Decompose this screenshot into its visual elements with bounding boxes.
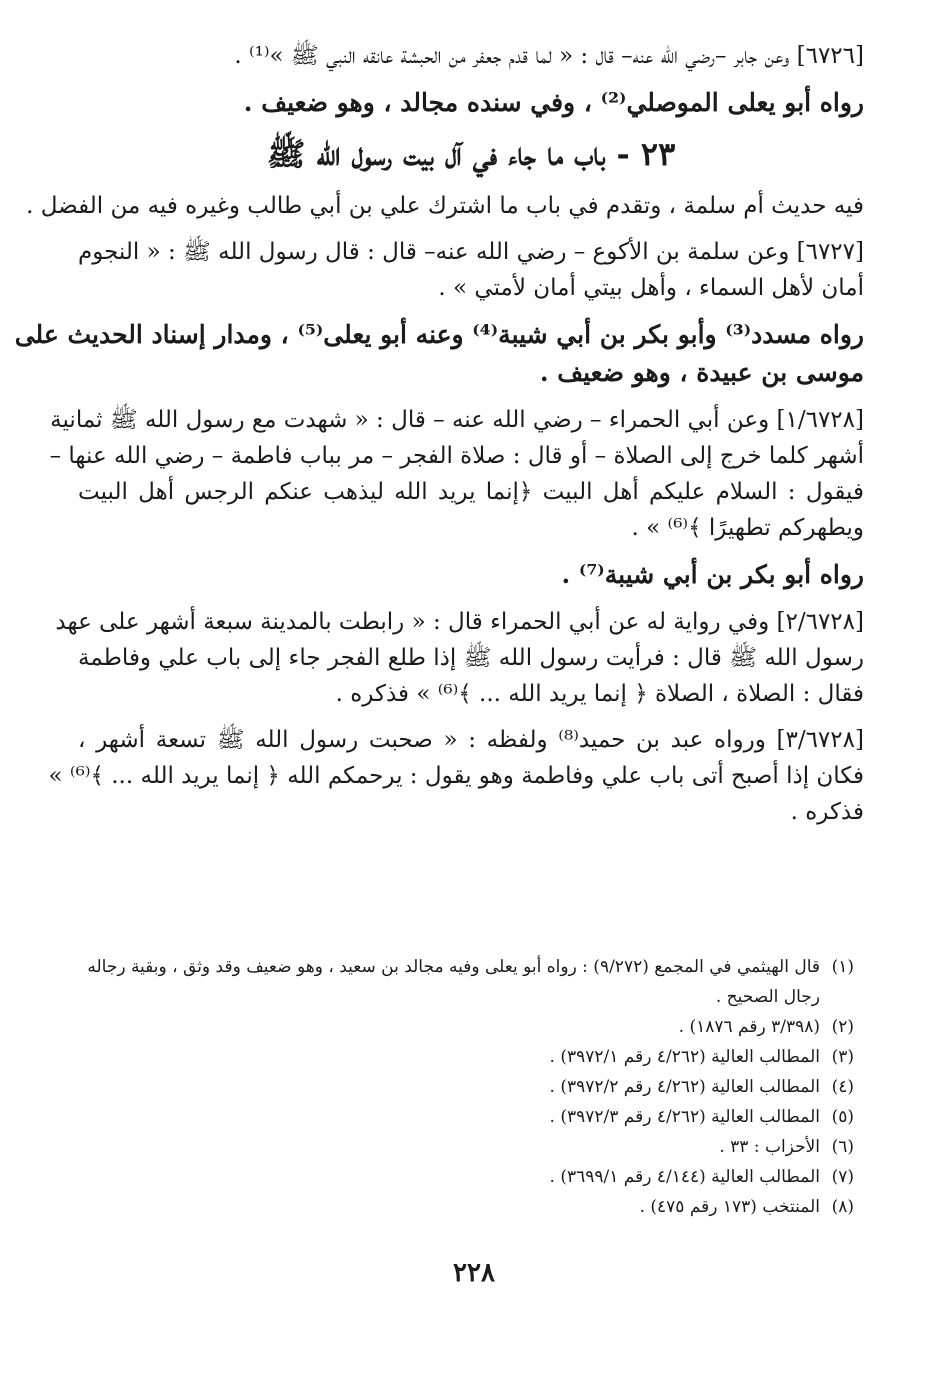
top-entries	[78, 38, 864, 122]
footnote	[78, 1162, 854, 1192]
footnote-number: (٤)	[831, 1077, 854, 1097]
footnote	[78, 1102, 854, 1132]
footnote-text: المطالب العالية (٤/١٤٤ رقم ٣٦٩٩/١) .	[549, 1167, 820, 1187]
footnote	[78, 1072, 854, 1102]
text-line: فيه حديث أم سلمة ، وتقدم في باب ما اشترك علي بن أبي طالب وغيره فيه من الفضل .	[26, 193, 864, 219]
page-body	[14, 38, 864, 830]
text-line: [٦٧٢٦] وعن جابر –رضي الله عنه– قال : « لما قدم جعفر من الحبشة عانقه النبي ﷺ »⁽¹⁾ .	[234, 43, 864, 69]
footnote-number: (٦)	[831, 1137, 854, 1157]
footnote	[78, 1012, 854, 1042]
footnote-text: (٣/٣٩٨ رقم ١٨٧٦) .	[678, 1017, 820, 1037]
paragraph-p7	[48, 722, 864, 830]
chapter-body	[14, 188, 864, 830]
footnote-text: قال الهيثمي في المجمع (٩/٢٧٢) : رواه أبو يعلى وفيه مجالد بن سعيد ، وهو ضعيف وقد وثق ، وبقية رجاله	[87, 957, 820, 977]
footnote-text: المطالب العالية (٤/٢٦٢ رقم ٣٩٧٢/٣) .	[549, 1107, 820, 1127]
paragraph-p2	[78, 234, 864, 306]
paragraph-p3	[14, 316, 864, 392]
footnote	[78, 1042, 854, 1072]
chapter-heading: ٢٣ - باب ما جاء في آل بيت رسول الله ﷺ	[266, 135, 676, 173]
paragraph-p1	[26, 188, 864, 224]
text-line: ويطهركم تطهيرًا ﴾⁽⁶⁾ » .	[631, 515, 864, 541]
footnote-number: (٧)	[831, 1167, 854, 1187]
footnote-number: (٣)	[831, 1047, 854, 1067]
footnote-continuation: رجال الصحيح .	[715, 987, 820, 1007]
footnote-text: المطالب العالية (٤/٢٦٢ رقم ٣٩٧٢/١) .	[549, 1047, 820, 1067]
page-number: ٢٢٨	[453, 1258, 495, 1288]
text-line: فيقول : السلام عليكم أهل البيت ﴿إنما يريد الله ليذهب عنكم الرجس أهل البيت	[78, 479, 864, 505]
text-line: [٢/٦٧٢٨] وفي رواية له عن أبي الحمراء قال : « رابطت بالمدينة سبعة أشهر على عهد	[55, 609, 864, 635]
footnote-number: (٥)	[831, 1107, 854, 1127]
footnote-text: الأحزاب : ٣٣ .	[719, 1137, 820, 1157]
text-line: فكان إذا أصبح أتى باب علي وفاطمة وهو يقول : يرحمكم الله ﴿ إنما يريد الله ... ﴾⁽⁶⁾ »	[48, 763, 864, 789]
text-line: رواه أبو يعلى الموصلي⁽²⁾ ، وفي سنده مجالد ، وهو ضعيف .	[243, 88, 864, 117]
paragraph-p4	[49, 402, 864, 546]
text-line: أمان لأهل السماء ، وأهل بيتي أمان لأمتي » .	[438, 275, 864, 301]
footnote-number: (٢)	[831, 1017, 854, 1037]
footnote-text: المنتخب (١٧٣ رقم ٤٧٥) .	[639, 1197, 820, 1217]
footnotes	[78, 952, 854, 1222]
text-line: رواه مسدد⁽³⁾ وأبو بكر بن أبي شيبة⁽⁴⁾ وعنه أبو يعلى⁽⁵⁾ ، ومدار إسناد الحديث على	[14, 320, 864, 349]
paragraph-e1	[78, 38, 864, 74]
footnote	[78, 1192, 854, 1222]
footnote-number: (٨)	[831, 1197, 854, 1217]
text-line: [٣/٦٧٢٨] ورواه عبد بن حميد⁽⁸⁾ ولفظه : « صحبت رسول الله ﷺ تسعة أشهر ،	[78, 727, 864, 753]
paragraph-p5	[78, 556, 864, 594]
footnote	[78, 1132, 854, 1162]
footnote-number: (١)	[831, 957, 854, 977]
text-line: رواه أبو بكر بن أبي شيبة⁽⁷⁾ .	[561, 560, 864, 589]
text-line: [١/٦٧٢٨] وعن أبي الحمراء – رضي الله عنه – قال : « شهدت مع رسول الله ﷺ ثمانية	[50, 407, 864, 433]
paragraph-p6	[55, 604, 864, 712]
text-line: فقال : الصلاة ، الصلاة ﴿ إنما يريد الله ... ﴾⁽⁶⁾ » فذكره .	[335, 681, 864, 707]
text-line: أشهر كلما خرج إلى الصلاة – أو قال : صلاة الفجر – مر بباب فاطمة – رضي الله عنها –	[49, 443, 864, 469]
text-line: [٦٧٢٧] وعن سلمة بن الأكوع – رضي الله عنه– قال : قال رسول الله ﷺ : « النجوم	[77, 239, 864, 265]
footnote	[78, 952, 854, 982]
footnote-text: المطالب العالية (٤/٢٦٢ رقم ٣٩٧٢/٢) .	[549, 1077, 820, 1097]
text-line: فذكره .	[790, 799, 864, 825]
text-line: موسى بن عبيدة ، وهو ضعيف .	[539, 358, 864, 387]
text-line: رسول الله ﷺ قال : فرأيت رسول الله ﷺ إذا طلع الفجر جاء إلى باب علي وفاطمة	[78, 645, 864, 671]
paragraph-e2	[78, 84, 864, 122]
